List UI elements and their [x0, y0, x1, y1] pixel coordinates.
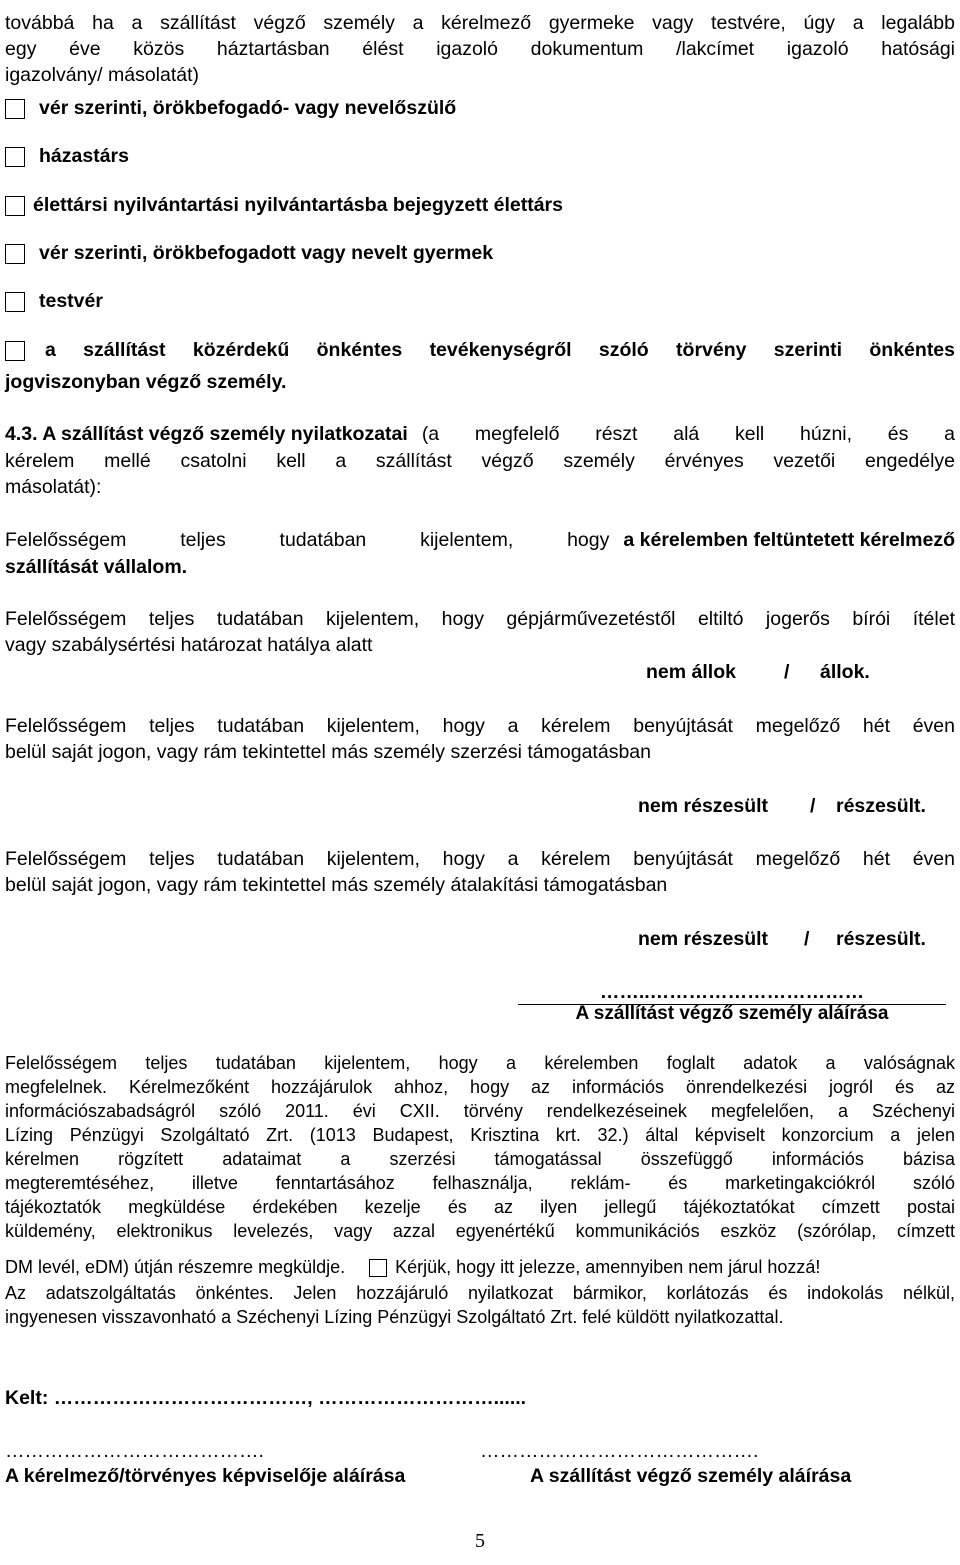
declaration-acquisition-line-1: Felelősségem teljes tudatában kijelentem, hogy a kérelem benyújtását megelőző hét éven: [5, 715, 955, 737]
declaration-conversion-line-1: Felelősségem teljes tudatában kijelentem, hogy a kérelem benyújtását megelőző hét éven: [5, 848, 955, 870]
signature-dots-left[interactable]: ………………………………….: [5, 1440, 264, 1462]
relation-option-parent[interactable]: [5, 97, 456, 120]
consent-line: tájékoztatók megküldése érdekében kezelje és az ilyen jellegű tájékoztatókat címzett postai: [5, 1197, 955, 1217]
declaration-bold-text: a kérelemben feltüntetett kérelmező: [623, 529, 955, 551]
consent-line: megteremtéséhez, illetve fenntartásához felhasználja, reklám- és marketingakciókról szóló: [5, 1173, 955, 1193]
choice-not-received-conversion[interactable]: nem részesült: [638, 928, 769, 950]
checkbox-icon[interactable]: [5, 292, 25, 312]
declaration-transport: [5, 529, 955, 552]
consent-line: megfelelnek. Kérelmezőként hozzájárulok ahhoz, hogy az információs önrendelkezési jogról és az: [5, 1077, 955, 1097]
signature-dots-right[interactable]: …………………………………….: [480, 1440, 759, 1462]
page-number: 5: [475, 1530, 485, 1552]
declaration-conversion-line-2: belül saját jogon, vagy rám tekintettel más személy átalakítási támogatásban: [5, 874, 668, 896]
declaration-acquisition-line-2: belül saját jogon, vagy rám tekintettel más személy szerzési támogatásban: [5, 741, 651, 763]
relation-option-child[interactable]: [5, 242, 493, 265]
relation-label: vér szerinti, örökbefogadott vagy nevelt gyermek: [39, 242, 494, 264]
section-4-3-instruction: (a megfelelő részt alá kell húzni, és a: [421, 423, 955, 445]
section-4-3-line-3: másolatát):: [5, 476, 102, 498]
choice-under-ban[interactable]: állok.: [820, 661, 870, 683]
optout-label: Kérjük, hogy itt jelezze, amennyiben nem járul hozzá!: [395, 1257, 821, 1277]
choice-separator: /: [784, 661, 790, 683]
consent-revoke-line: ingyenesen visszavonható a Széchenyi Lízing Pénzügyi Szolgáltató Zrt. felé küldött nyilatkozattal.: [5, 1307, 784, 1327]
relation-label: házastárs: [39, 145, 129, 167]
checkbox-icon[interactable]: [5, 147, 25, 167]
consent-line: küldemény, elektronikus levelezés, vagy azzal egyenértékű kommunikációs eszköz (szórólap, címzett: [5, 1221, 955, 1241]
relation-label: a szállítást közérdekű önkéntes tevékenységről szóló törvény szerinti önkéntes: [45, 339, 955, 361]
relation-option-partner[interactable]: [5, 194, 563, 217]
section-4-3-line-2: kérelem mellé csatolni kell a szállítást végző személy érvényes vezetői engedélye: [5, 450, 955, 472]
choice-not-under-ban[interactable]: nem állok: [646, 661, 736, 683]
relation-label: vér szerinti, örökbefogadó- vagy nevelőszülő: [39, 97, 457, 119]
relation-option-sibling[interactable]: [5, 290, 103, 313]
declaration-transport-cont: szállítását vállalom.: [5, 556, 188, 578]
choice-received-conversion[interactable]: részesült.: [836, 928, 926, 950]
date-place-field[interactable]: Kelt: …………………………………, ………………………......: [5, 1387, 527, 1409]
consent-line: információszabadságról szóló 2011. évi CXII. törvény rendelkezéseinek megfelelően, a Széchenyi: [5, 1101, 955, 1121]
choice-received-acquisition[interactable]: részesült.: [836, 795, 926, 817]
choice-not-received-acquisition[interactable]: nem részesült: [638, 795, 769, 817]
declaration-text: Felelősségem teljes tudatában kijelentem, hogy: [5, 529, 610, 551]
consent-voluntary-line: Az adatszolgáltatás önkéntes. Jelen hozzájáruló nyilatkozat bármikor, korlátozás és indokolás nélkül,: [5, 1283, 955, 1303]
relation-option-volunteer[interactable]: [5, 339, 955, 362]
signature-line-dots[interactable]: ……..……………………………: [599, 981, 865, 1003]
signature-label-applicant: A kérelmező/törvényes képviselője aláírása: [5, 1465, 406, 1487]
choice-separator: /: [810, 795, 816, 817]
declaration-license-line-1: Felelősségem teljes tudatában kijelentem, hogy gépjárművezetéstől eltiltó jogerős bírói ítélet: [5, 608, 955, 630]
section-4-3-title: 4.3. A szállítást végző személy nyilatkozatai: [5, 423, 408, 445]
signature-label-driver: A szállítást végző személy aláírása: [575, 1003, 889, 1024]
relation-option-spouse[interactable]: [5, 145, 129, 168]
section-4-3-heading: [5, 423, 955, 446]
choice-separator: /: [804, 928, 810, 950]
intro-line-2: egy éve közös háztartásban élést igazoló dokumentum /lakcímet igazoló hatósági: [5, 38, 955, 60]
consent-paragraph: [5, 1053, 955, 1245]
consent-optout-row: [5, 1257, 820, 1278]
signature-label-driver-footer: A szállítást végző személy aláírása: [530, 1465, 852, 1487]
consent-line: kérelmen rögzített adataimat a szerzési támogatással összefüggő információs bázisa: [5, 1149, 955, 1169]
intro-line-3: igazolvány/ másolatát): [5, 64, 200, 86]
checkbox-icon[interactable]: [5, 99, 25, 119]
relation-option-volunteer-cont: jogviszonyban végző személy.: [5, 371, 287, 393]
intro-line-1: továbbá ha a szállítást végző személy a kérelmező gyermeke vagy testvére, úgy a legalább: [5, 12, 955, 34]
checkbox-icon[interactable]: [5, 244, 25, 264]
consent-dm-text: DM levél, eDM) útján részemre megküldje.: [5, 1257, 346, 1277]
relation-label: testvér: [39, 290, 103, 312]
checkbox-icon[interactable]: [5, 196, 25, 216]
declaration-license-line-2: vagy szabálysértési határozat hatálya alatt: [5, 634, 373, 656]
consent-line: Lízing Pénzügyi Szolgáltató Zrt. (1013 Budapest, Krisztina krt. 32.) által képviselt konzorcium a jelen: [5, 1125, 955, 1145]
optout-checkbox-icon[interactable]: [369, 1259, 387, 1277]
consent-line: Felelősségem teljes tudatában kijelentem, hogy a kérelemben foglalt adatok a valóságnak: [5, 1053, 955, 1073]
relation-label: élettársi nyilvántartási nyilvántartásba bejegyzett élettárs: [33, 194, 563, 216]
checkbox-icon[interactable]: [5, 341, 25, 361]
